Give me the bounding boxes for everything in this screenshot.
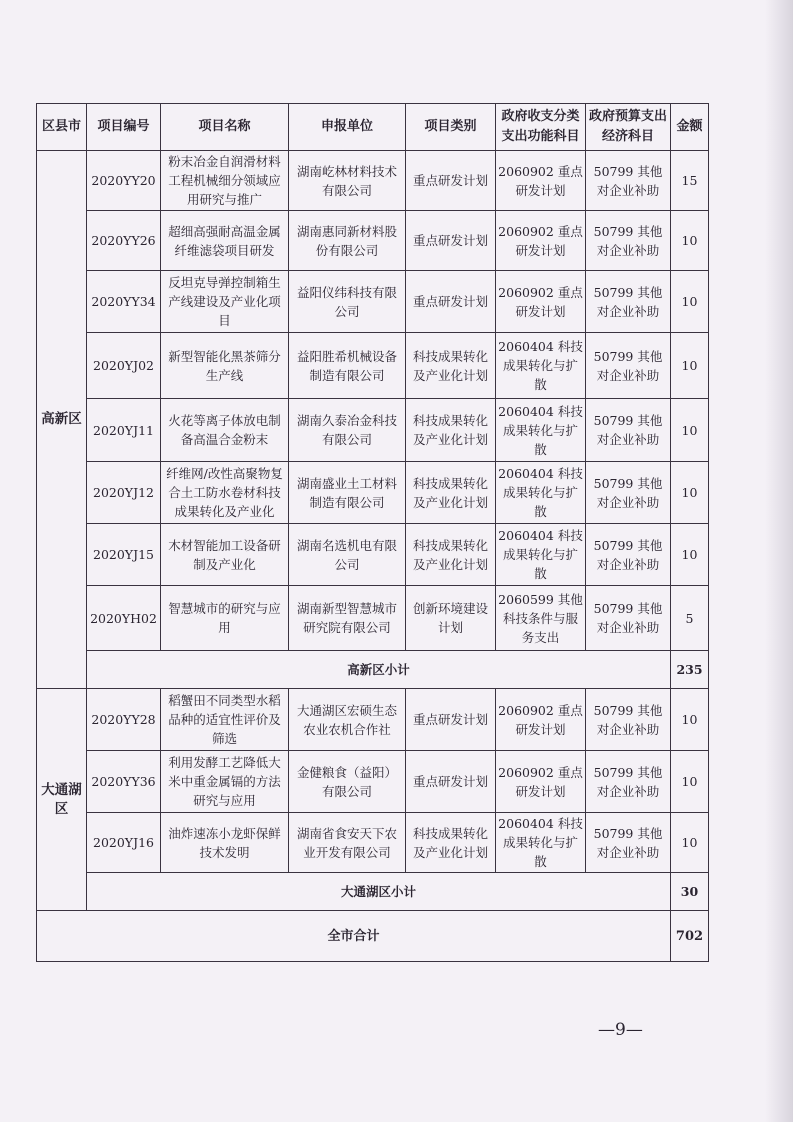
amount: 10 <box>671 524 709 586</box>
project-code: 2020YJ15 <box>87 524 161 586</box>
table-row <box>37 399 709 462</box>
project-code: 2020YY34 <box>87 271 161 333</box>
table-row <box>37 211 709 271</box>
total-label: 全市合计 <box>37 911 671 962</box>
project-name: 木材智能加工设备研制及产业化 <box>161 524 289 586</box>
project-type: 科技成果转化及产业化计划 <box>406 462 496 524</box>
project-type: 科技成果转化及产业化计划 <box>406 813 496 873</box>
subtotal-amount: 30 <box>671 873 709 911</box>
subtotal-row <box>37 651 709 689</box>
project-name: 稻蟹田不同类型水稻品种的适宜性评价及筛选 <box>161 689 289 751</box>
applicant-unit: 湖南屹林材料技术有限公司 <box>289 151 406 211</box>
project-code: 2020YY26 <box>87 211 161 271</box>
subtotal-label: 大通湖区小计 <box>87 873 671 911</box>
function-subject: 2060902 重点研发计划 <box>496 751 586 813</box>
function-subject: 2060404 科技成果转化与扩散 <box>496 462 586 524</box>
project-code: 2020YY20 <box>87 151 161 211</box>
header-function-subject: 政府收支分类支出功能科目 <box>496 104 586 151</box>
page-number: —9— <box>598 1020 643 1040</box>
economic-subject: 50799 其他对企业补助 <box>586 399 671 462</box>
header-code: 项目编号 <box>87 104 161 151</box>
amount: 10 <box>671 271 709 333</box>
economic-subject: 50799 其他对企业补助 <box>586 689 671 751</box>
table-row <box>37 462 709 524</box>
header-type: 项目类别 <box>406 104 496 151</box>
table-row <box>37 813 709 873</box>
table-row <box>37 271 709 333</box>
region-cell: 大通湖区 <box>37 689 87 911</box>
table-row <box>37 333 709 399</box>
economic-subject: 50799 其他对企业补助 <box>586 586 671 651</box>
function-subject: 2060404 科技成果转化与扩散 <box>496 524 586 586</box>
project-code: 2020YY28 <box>87 689 161 751</box>
amount: 10 <box>671 689 709 751</box>
table-row <box>37 524 709 586</box>
amount: 10 <box>671 751 709 813</box>
project-type: 创新环境建设计划 <box>406 586 496 651</box>
project-type: 重点研发计划 <box>406 211 496 271</box>
project-type: 科技成果转化及产业化计划 <box>406 399 496 462</box>
header-unit: 申报单位 <box>289 104 406 151</box>
economic-subject: 50799 其他对企业补助 <box>586 151 671 211</box>
amount: 10 <box>671 462 709 524</box>
amount: 10 <box>671 813 709 873</box>
project-type: 科技成果转化及产业化计划 <box>406 524 496 586</box>
page-edge-shadow <box>765 0 793 1122</box>
amount: 15 <box>671 151 709 211</box>
header-amount: 金额 <box>671 104 709 151</box>
applicant-unit: 益阳仪纬科技有限公司 <box>289 271 406 333</box>
project-code: 2020YJ16 <box>87 813 161 873</box>
project-code: 2020YH02 <box>87 586 161 651</box>
applicant-unit: 湖南惠同新材料股份有限公司 <box>289 211 406 271</box>
subtotal-amount: 235 <box>671 651 709 689</box>
project-name: 纤维网/改性高聚物复合土工防水卷材科技成果转化及产业化 <box>161 462 289 524</box>
project-type: 重点研发计划 <box>406 689 496 751</box>
economic-subject: 50799 其他对企业补助 <box>586 211 671 271</box>
project-name: 超细高强耐高温金属纤维滤袋项目研发 <box>161 211 289 271</box>
header-economic-subject: 政府预算支出经济科目 <box>586 104 671 151</box>
project-name: 反坦克导弹控制箱生产线建设及产业化项目 <box>161 271 289 333</box>
table-row <box>37 689 709 751</box>
economic-subject: 50799 其他对企业补助 <box>586 462 671 524</box>
total-amount: 702 <box>671 911 709 962</box>
project-code: 2020YY36 <box>87 751 161 813</box>
region-cell: 高新区 <box>37 151 87 689</box>
function-subject: 2060404 科技成果转化与扩散 <box>496 399 586 462</box>
project-type: 重点研发计划 <box>406 751 496 813</box>
applicant-unit: 湖南盛业土工材料制造有限公司 <box>289 462 406 524</box>
project-name: 新型智能化黑茶筛分生产线 <box>161 333 289 399</box>
economic-subject: 50799 其他对企业补助 <box>586 524 671 586</box>
function-subject: 2060902 重点研发计划 <box>496 271 586 333</box>
subtotal-row <box>37 873 709 911</box>
applicant-unit: 湖南省食安天下农业开发有限公司 <box>289 813 406 873</box>
project-type: 科技成果转化及产业化计划 <box>406 333 496 399</box>
project-code: 2020YJ02 <box>87 333 161 399</box>
applicant-unit: 湖南久泰冶金科技有限公司 <box>289 399 406 462</box>
applicant-unit: 益阳胜希机械设备制造有限公司 <box>289 333 406 399</box>
table-header-row <box>37 104 709 151</box>
table-row <box>37 751 709 813</box>
table-row <box>37 151 709 211</box>
applicant-unit: 大通湖区宏硕生态农业农机合作社 <box>289 689 406 751</box>
applicant-unit: 金健粮食（益阳）有限公司 <box>289 751 406 813</box>
economic-subject: 50799 其他对企业补助 <box>586 271 671 333</box>
total-row <box>37 911 709 962</box>
function-subject: 2060902 重点研发计划 <box>496 211 586 271</box>
function-subject: 2060902 重点研发计划 <box>496 689 586 751</box>
project-funding-table <box>36 103 709 962</box>
applicant-unit: 湖南名选机电有限公司 <box>289 524 406 586</box>
project-name: 智慧城市的研究与应用 <box>161 586 289 651</box>
applicant-unit: 湖南新型智慧城市研究院有限公司 <box>289 586 406 651</box>
project-type: 重点研发计划 <box>406 271 496 333</box>
amount: 10 <box>671 333 709 399</box>
function-subject: 2060902 重点研发计划 <box>496 151 586 211</box>
project-code: 2020YJ12 <box>87 462 161 524</box>
project-name: 粉末冶金自润滑材料工程机械细分领域应用研究与推广 <box>161 151 289 211</box>
economic-subject: 50799 其他对企业补助 <box>586 813 671 873</box>
amount: 10 <box>671 211 709 271</box>
function-subject: 2060404 科技成果转化与扩散 <box>496 333 586 399</box>
header-name: 项目名称 <box>161 104 289 151</box>
subtotal-label: 高新区小计 <box>87 651 671 689</box>
economic-subject: 50799 其他对企业补助 <box>586 751 671 813</box>
function-subject: 2060599 其他科技条件与服务支出 <box>496 586 586 651</box>
function-subject: 2060404 科技成果转化与扩散 <box>496 813 586 873</box>
economic-subject: 50799 其他对企业补助 <box>586 333 671 399</box>
project-code: 2020YJ11 <box>87 399 161 462</box>
project-name: 油炸速冻小龙虾保鲜技术发明 <box>161 813 289 873</box>
project-name: 利用发酵工艺降低大米中重金属镉的方法研究与应用 <box>161 751 289 813</box>
project-type: 重点研发计划 <box>406 151 496 211</box>
amount: 5 <box>671 586 709 651</box>
project-name: 火花等离子体放电制备高温合金粉末 <box>161 399 289 462</box>
header-region: 区县市 <box>37 104 87 151</box>
table-row <box>37 586 709 651</box>
amount: 10 <box>671 399 709 462</box>
